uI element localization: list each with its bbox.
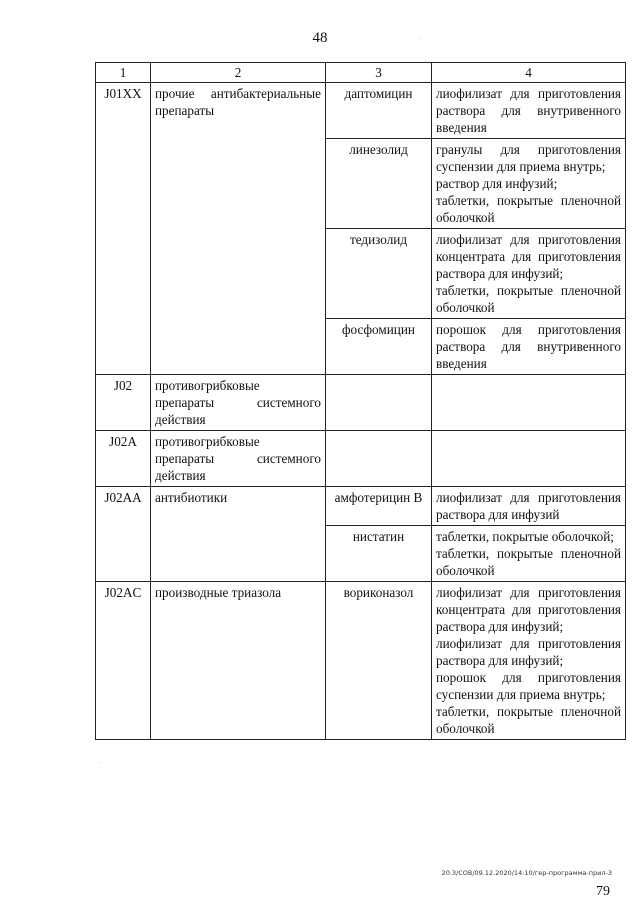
anatomical-group-cell: противогрибковые препараты системного действия [151,431,326,487]
anatomical-group-cell: производные триазола [151,582,326,740]
drug-name-cell: фосфомицин [326,319,432,375]
atc-code-cell [96,139,151,229]
dosage-form-cell [432,229,626,319]
table-row [96,319,626,375]
dosage-form-cell [432,139,626,229]
footer-document-code: 20.3/СОВ/09.12.2020/14:10/гер-программа-прил-3 [441,869,612,877]
dosage-form-line: лиофилизат для приготовления раствора для инфузий [436,490,621,522]
dosage-form-cell [432,526,626,582]
dosage-form-line: таблетки, покрытые пленочной оболочкой [436,546,621,578]
atc-code-cell: J02AC [96,582,151,740]
dosage-form-line: гранулы для приготовления суспензии для приема внутрь; [436,142,621,174]
dosage-form-line: порошок для приготовления раствора для внутривенного введения [436,322,621,371]
table-row [96,139,626,229]
dosage-form-line: лиофилизат для приготовления концентрата для приготовления раствора для инфузий; [436,232,621,281]
atc-code-cell: J01XX [96,83,151,139]
table-row [96,229,626,319]
dosage-form-line: таблетки, покрытые пленочной оболочкой [436,704,621,736]
drug-name-cell: нистатин [326,526,432,582]
page-number-top: 48 [312,30,328,46]
dosage-form-line: лиофилизат для приготовления раствора для инфузий; [436,636,621,668]
atc-code-cell: J02AA [96,487,151,526]
atc-code-cell: J02A [96,431,151,487]
header-col-3: 3 [326,63,432,83]
dosage-form-cell [432,582,626,740]
dosage-form-cell [432,319,626,375]
table-body [96,63,626,740]
dosage-form-line: лиофилизат для приготовления концентрата для приготовления раствора для инфузий; [436,585,621,634]
drug-name-cell: вориконазол [326,582,432,740]
dosage-form-line: порошок для приготовления суспензии для приема внутрь; [436,670,621,702]
atc-code-cell [96,319,151,375]
dosage-form-line: таблетки, покрытые пленочной оболочкой [436,193,621,225]
anatomical-group-cell [151,139,326,229]
drug-name-cell [326,375,432,431]
table-row [96,431,626,487]
atc-code-cell: J02 [96,375,151,431]
atc-code-cell [96,526,151,582]
header-col-4: 4 [432,63,626,83]
anatomical-group-cell [151,229,326,319]
anatomical-group-cell: прочие антибактериальные препараты [151,83,326,139]
table-row [96,83,626,139]
drug-name-cell [326,431,432,487]
table-row [96,526,626,582]
dosage-form-cell [432,487,626,526]
dosage-form-line: раствор для инфузий; [436,176,558,191]
table-row [96,375,626,431]
page-number-bottom: 79 [596,884,610,899]
dosage-form-cell [432,431,626,487]
anatomical-group-cell [151,319,326,375]
dosage-form-cell [432,83,626,139]
dosage-form-line: таблетки, покрытые оболочкой; [436,529,614,544]
atc-code-cell [96,229,151,319]
anatomical-group-cell [151,526,326,582]
drug-name-cell: даптомицин [326,83,432,139]
drug-name-cell: тедизолид [326,229,432,319]
anatomical-group-cell: противогрибковые препараты системного действия [151,375,326,431]
anatomical-group-cell: антибиотики [151,487,326,526]
scan-speck: · [420,36,422,42]
drug-name-cell: линезолид [326,139,432,229]
drug-table [95,62,626,740]
drug-name-cell: амфотерицин В [326,487,432,526]
table-row [96,487,626,526]
table-header-row [96,63,626,83]
dosage-form-cell [432,375,626,431]
header-col-2: 2 [151,63,326,83]
header-col-1: 1 [96,63,151,83]
table-row [96,582,626,740]
dosage-form-line: таблетки, покрытые пленочной оболочкой [436,283,621,315]
scan-speck: · [100,760,102,766]
dosage-form-line: лиофилизат для приготовления раствора для внутривенного введения [436,86,621,135]
